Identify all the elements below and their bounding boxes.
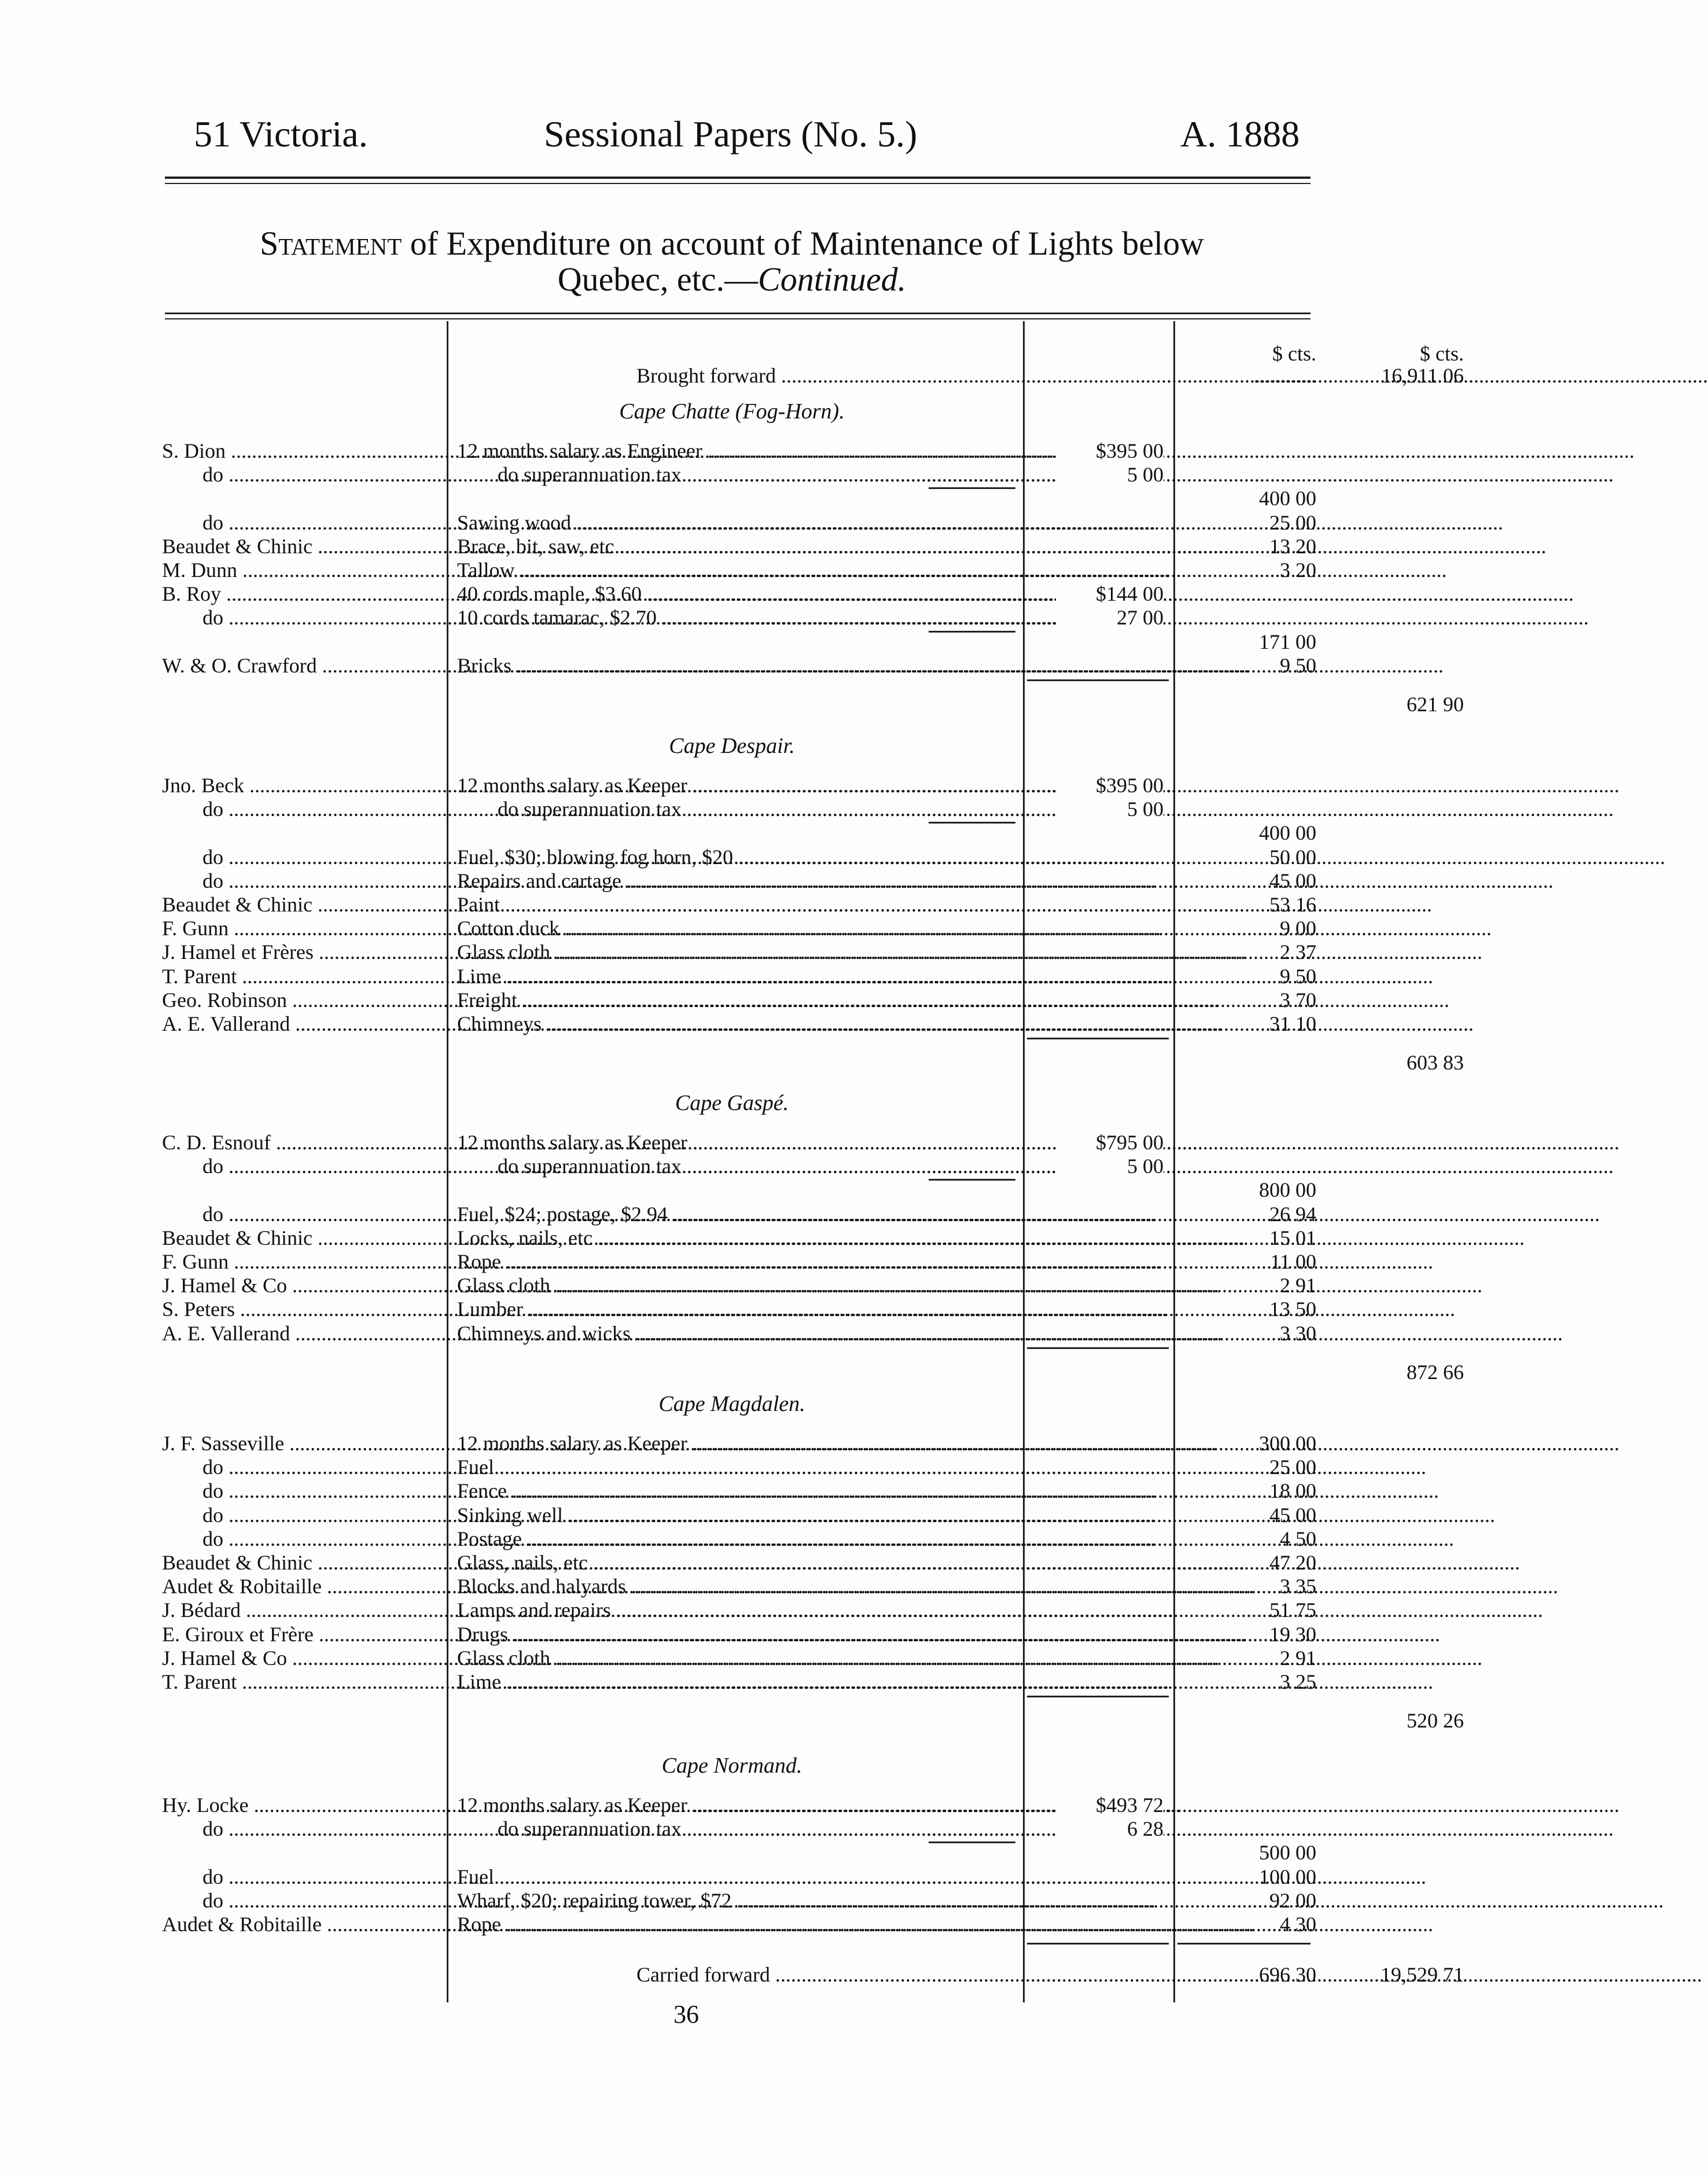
- ledger-row: [156, 653, 1316, 678]
- payee-name: do .....: [162, 1817, 480, 1841]
- payee-name: do .....: [162, 605, 480, 630]
- dollars-cents: 25 00: [1269, 510, 1316, 534]
- payee-name: Beaudet & Chinic .....: [162, 534, 440, 558]
- dollars-cents: 2 91: [1280, 1274, 1316, 1297]
- expense-item: Sinking well .....: [457, 1503, 1166, 1527]
- title-line2: Quebec, etc.—: [557, 260, 759, 298]
- expense-item: Repairs and cartage .....: [457, 869, 1166, 893]
- expense-item: Fuel .....: [457, 1455, 1166, 1479]
- dollars-cents: 45 00: [1269, 1503, 1316, 1527]
- ledger-row: [156, 486, 1316, 510]
- ledger-row: [156, 1622, 1316, 1646]
- dollars-cents: 45 00: [1269, 869, 1316, 892]
- expense-item: 10 cords tamarac, $2.70 .....: [457, 605, 1059, 630]
- expense-item: Blocks and halyards .....: [457, 1574, 1166, 1598]
- expense-item: 12 months salary as Keeper .....: [457, 773, 1059, 797]
- payee-name: Audet & Robitaille .....: [162, 1574, 440, 1598]
- header-left: 51 Victoria.: [194, 113, 368, 155]
- dollars-cents: 500 00: [1259, 1841, 1316, 1865]
- final-total-rule-2: [1177, 1943, 1311, 1945]
- payee-name: F. Gunn .....: [162, 916, 440, 940]
- payee-name: do .....: [162, 869, 480, 893]
- item-amount: 5 00: [1056, 462, 1164, 487]
- payee-name: W. & O. Crawford .....: [162, 653, 440, 678]
- payee-name: do .....: [162, 1865, 480, 1889]
- expense-item: 12 months salary as Keeper .....: [457, 1130, 1059, 1155]
- payee-name: Jno. Beck .....: [162, 773, 440, 797]
- expense-item: Fuel .....: [457, 1865, 1166, 1889]
- expense-item: Fuel, $30; blowing fog horn, $20 .....: [457, 845, 1166, 869]
- header-rule-bottom: [165, 183, 1311, 184]
- carried-forward-row: [156, 1962, 1464, 1987]
- dollars-cents: 9 50: [1280, 964, 1316, 988]
- final-total-rule: [1027, 1943, 1169, 1945]
- expense-item: 12 months salary as Engineer .....: [457, 439, 1059, 463]
- item-amount: 5 00: [1056, 1154, 1164, 1178]
- section-total: 872 66: [1407, 1360, 1464, 1384]
- expense-item: 40 cords maple, $3.60 .....: [457, 582, 1059, 606]
- dollars-cents: 53 16: [1269, 893, 1316, 916]
- payee-name: Hy. Locke .....: [162, 1793, 440, 1817]
- dollars-cents: 3 35: [1280, 1575, 1316, 1598]
- expense-item: Tallow .....: [457, 558, 1166, 582]
- dollars-cents: 100 00: [1259, 1865, 1316, 1888]
- payee-name: Beaudet & Chinic .....: [162, 892, 440, 917]
- ledger-row: [156, 1912, 1316, 1936]
- ledger-row: [156, 1154, 1313, 1178]
- payee-name: T. Parent .....: [162, 964, 440, 988]
- ledger-row: [156, 773, 1313, 797]
- expense-item: Lamps and repairs .....: [457, 1598, 1166, 1622]
- ledger-row: [156, 1273, 1316, 1297]
- ledger-row: [156, 439, 1313, 463]
- payee-name: A. E. Vallerand .....: [162, 1012, 440, 1036]
- payee-name: J. Bédard .....: [162, 1598, 440, 1622]
- section-total-row: [156, 1050, 1464, 1075]
- payee-name: do .....: [162, 1154, 480, 1178]
- expense-item: Fence .....: [457, 1479, 1166, 1503]
- dollars-cents: 47 20: [1269, 1551, 1316, 1574]
- dollars-cents: 51 75: [1269, 1598, 1316, 1622]
- dollars-cents: 13 50: [1269, 1297, 1316, 1321]
- expense-item: Bricks .....: [457, 653, 1166, 678]
- ledger-row: [156, 1226, 1316, 1250]
- page-number: 36: [673, 2000, 699, 2028]
- expense-item: Rope .....: [457, 1249, 1166, 1274]
- payee-name: do .....: [162, 797, 480, 821]
- item-amount: $395 00: [1056, 773, 1164, 797]
- expense-item: Glass, nails, etc .....: [457, 1550, 1166, 1575]
- ledger-row: [156, 964, 1316, 988]
- dollars-cents: 25 00: [1269, 1455, 1316, 1479]
- payee-name: do .....: [162, 845, 480, 869]
- dollars-cents: 3 30: [1280, 1321, 1316, 1345]
- dollars-cents: 50 00: [1269, 845, 1316, 869]
- payee-name: Audet & Robitaille .....: [162, 1912, 440, 1936]
- section-total-rule: [1027, 1696, 1169, 1697]
- section-total: 621 90: [1407, 693, 1464, 716]
- payee-name: B. Roy .....: [162, 582, 440, 606]
- expense-item: Freight .....: [457, 988, 1166, 1012]
- payee-name: S. Dion .....: [162, 439, 440, 463]
- expense-item: Chimneys and wicks .....: [457, 1321, 1166, 1346]
- dollars-cents: 11 00: [1270, 1250, 1316, 1273]
- ledger-row: [156, 1527, 1316, 1551]
- expense-item: Lumber .....: [457, 1297, 1166, 1321]
- dollars-cents: 300 00: [1259, 1432, 1316, 1455]
- brought-forward-c2: 16,911 06: [1381, 364, 1464, 387]
- payee-name: do .....: [162, 1888, 480, 1913]
- payee-name: C. D. Esnouf .....: [162, 1130, 440, 1155]
- dollars-cents: 400 00: [1259, 487, 1316, 510]
- ledger-row: [156, 1670, 1316, 1694]
- column-header-c2: $ cts.: [1420, 342, 1464, 365]
- ledger-row: [156, 1431, 1316, 1455]
- expense-item: Postage .....: [457, 1527, 1166, 1551]
- ledger-row: [156, 869, 1316, 893]
- ledger-row: [156, 1012, 1316, 1036]
- payee-name: do .....: [162, 1455, 480, 1479]
- payee-name: J. Hamel & Co .....: [162, 1646, 440, 1670]
- section-title: Cape Normand.: [661, 1754, 803, 1778]
- expense-item: do superannuation tax .....: [457, 1154, 1099, 1178]
- item-amount: 27 00: [1056, 605, 1164, 630]
- ledger-row: [156, 821, 1316, 845]
- ledger-row: [156, 1793, 1313, 1817]
- brought-forward-label: Brought forward .....: [636, 363, 1169, 388]
- payee-name: do .....: [162, 1479, 480, 1503]
- ledger-row: [156, 630, 1316, 654]
- title-rest: of Expenditure on account of Maintenance of Lights below: [402, 225, 1205, 262]
- ledger-row: [156, 582, 1313, 606]
- payee-name: M. Dunn .....: [162, 558, 440, 582]
- ledger-row: [156, 845, 1316, 869]
- ledger-row: [156, 1202, 1316, 1226]
- dollars-cents: 3 70: [1280, 988, 1316, 1012]
- title-continued: Continued.: [758, 260, 907, 298]
- ledger-row: [156, 1455, 1316, 1479]
- section-total-row: [156, 1360, 1464, 1384]
- payee-name: F. Gunn .....: [162, 1249, 440, 1274]
- ledger-row: [156, 1479, 1316, 1503]
- dollars-cents: 19 30: [1269, 1622, 1316, 1646]
- section-total-rule: [1027, 1347, 1169, 1349]
- title-rule-2: [165, 318, 1311, 319]
- dollars-cents: 4 30: [1280, 1913, 1316, 1936]
- brought-forward-row: [156, 363, 1464, 388]
- ledger-row: [156, 797, 1313, 821]
- expense-item: 12 months salary as Keeper .....: [457, 1793, 1059, 1817]
- ledger-row: [156, 1817, 1313, 1841]
- expense-item: Locks, nails, etc .....: [457, 1226, 1166, 1250]
- ledger-row: [156, 510, 1316, 535]
- payee-name: do .....: [162, 510, 480, 535]
- carried-forward-c1: 696 30: [1259, 1963, 1316, 1987]
- dollars-cents: 15 01: [1269, 1226, 1316, 1249]
- payee-name: do .....: [162, 1527, 480, 1551]
- ledger-row: [156, 1598, 1316, 1622]
- section-title: Cape Magdalen.: [658, 1392, 805, 1416]
- ledger-row: [156, 462, 1313, 487]
- dollars-cents: 2 91: [1280, 1646, 1316, 1670]
- payee-name: E. Giroux et Frère .....: [162, 1622, 440, 1646]
- ledger-row: [156, 1130, 1313, 1155]
- expense-item: Paint .....: [457, 892, 1166, 917]
- ledger-row: [156, 1865, 1316, 1889]
- dollars-cents: 2 37: [1280, 940, 1316, 964]
- ledger-row: [156, 1574, 1316, 1598]
- section-title: Cape Despair.: [669, 734, 795, 758]
- expense-item: Lime .....: [457, 964, 1166, 988]
- item-amount: $395 00: [1056, 439, 1164, 463]
- dollars-cents: 9 00: [1280, 917, 1316, 940]
- expense-item: Glass cloth .....: [457, 1646, 1166, 1670]
- dollars-cents: 171 00: [1259, 630, 1316, 653]
- section-total-rule: [1027, 1038, 1169, 1039]
- section-total: 603 83: [1407, 1051, 1464, 1075]
- carried-forward-label: Carried forward .....: [636, 1962, 1169, 1987]
- expense-item: Glass cloth .....: [457, 940, 1166, 964]
- section-total-row: [156, 692, 1464, 716]
- expense-item: Sawing wood .....: [457, 510, 1166, 535]
- expense-item: Glass cloth .....: [457, 1273, 1166, 1297]
- ledger-row: [156, 1503, 1316, 1527]
- item-amount: 6 28: [1056, 1817, 1164, 1841]
- carried-forward-c2: 19,529 71: [1381, 1963, 1464, 1987]
- expense-item: Lime .....: [457, 1670, 1166, 1694]
- dollars-cents: 26 94: [1269, 1202, 1316, 1226]
- payee-name: J. Hamel et Frères .....: [162, 940, 440, 964]
- payee-name: Geo. Robinson .....: [162, 988, 440, 1012]
- ledger-row: [156, 534, 1316, 558]
- payee-name: S. Peters .....: [162, 1297, 440, 1321]
- header-center: Sessional Papers (No. 5.): [544, 113, 918, 155]
- section-title: Cape Gaspé.: [675, 1091, 789, 1115]
- ledger-row: [156, 916, 1316, 940]
- dollars-cents: 3 20: [1280, 558, 1316, 582]
- payee-name: do .....: [162, 462, 480, 487]
- expense-item: Drugs .....: [457, 1622, 1166, 1646]
- expense-item: do superannuation tax .....: [457, 1817, 1099, 1841]
- expense-item: Fuel, $24; postage, $2.94 .....: [457, 1202, 1166, 1226]
- expense-item: do superannuation tax .....: [457, 797, 1099, 821]
- expense-item: Rope .....: [457, 1912, 1166, 1936]
- section-title: Cape Chatte (Fog-Horn).: [619, 399, 845, 424]
- column-header-c1: $ cts.: [1272, 342, 1316, 365]
- ledger-row: [156, 1249, 1316, 1274]
- payee-name: A. E. Vallerand .....: [162, 1321, 440, 1346]
- ledger-row: [156, 940, 1316, 964]
- expense-item: Brace, bit, saw, etc .....: [457, 534, 1166, 558]
- dollars-cents: 3 25: [1280, 1670, 1316, 1693]
- payee-name: Beaudet & Chinic .....: [162, 1550, 440, 1575]
- item-amount: $144 00: [1056, 582, 1164, 606]
- payee-name: Beaudet & Chinic .....: [162, 1226, 440, 1250]
- dollars-cents: 400 00: [1259, 821, 1316, 845]
- expense-item: Wharf, $20; repairing tower, $72 .....: [457, 1888, 1166, 1913]
- section-total: 520 26: [1407, 1709, 1464, 1733]
- statement-title-line2: [156, 259, 1308, 300]
- section-total-row: [156, 1708, 1464, 1733]
- ledger-row: [156, 892, 1316, 917]
- header-rule-top: [165, 177, 1311, 179]
- expense-item: 12 months salary as Keeper .....: [457, 1431, 1166, 1455]
- payee-name: J. F. Sasseville .....: [162, 1431, 440, 1455]
- ledger-row: [156, 988, 1316, 1012]
- header-right: A. 1888: [1180, 113, 1300, 155]
- dollars-cents: 13 20: [1269, 534, 1316, 558]
- section-total-rule: [1027, 679, 1169, 681]
- payee-name: J. Hamel & Co .....: [162, 1273, 440, 1297]
- expense-item: Cotton duck .....: [457, 916, 1166, 940]
- item-amount: $493 72: [1056, 1793, 1164, 1817]
- dollars-cents: 92 00: [1269, 1888, 1316, 1912]
- dollars-cents: 18 00: [1269, 1479, 1316, 1503]
- ledger-row: [156, 1550, 1316, 1575]
- payee-name: do .....: [162, 1202, 480, 1226]
- ledger-row: [156, 1646, 1316, 1670]
- item-amount: 5 00: [1056, 797, 1164, 821]
- dollars-cents: 31 10: [1269, 1012, 1316, 1035]
- ledger-row: [156, 1840, 1316, 1865]
- title-rule: [165, 313, 1311, 314]
- dollars-cents: 9 50: [1280, 653, 1316, 677]
- ledger-row: [156, 558, 1316, 582]
- item-amount: $795 00: [1056, 1130, 1164, 1155]
- expense-item: Chimneys .....: [457, 1012, 1166, 1036]
- ledger-row: [156, 605, 1313, 630]
- dollars-cents: 800 00: [1259, 1178, 1316, 1202]
- ledger-row: [156, 1297, 1316, 1321]
- dollars-cents: 4 50: [1280, 1527, 1316, 1550]
- brought-forward-c1-dots: ............: [1254, 364, 1316, 387]
- title-caps: Statement: [259, 225, 402, 262]
- payee-name: do .....: [162, 1503, 480, 1527]
- ledger-row: [156, 1321, 1316, 1346]
- ledger-row: [156, 1888, 1316, 1913]
- payee-name: T. Parent .....: [162, 1670, 440, 1694]
- ledger-row: [156, 1178, 1316, 1202]
- column-headers: [156, 341, 1464, 366]
- expense-item: do superannuation tax .....: [457, 462, 1099, 487]
